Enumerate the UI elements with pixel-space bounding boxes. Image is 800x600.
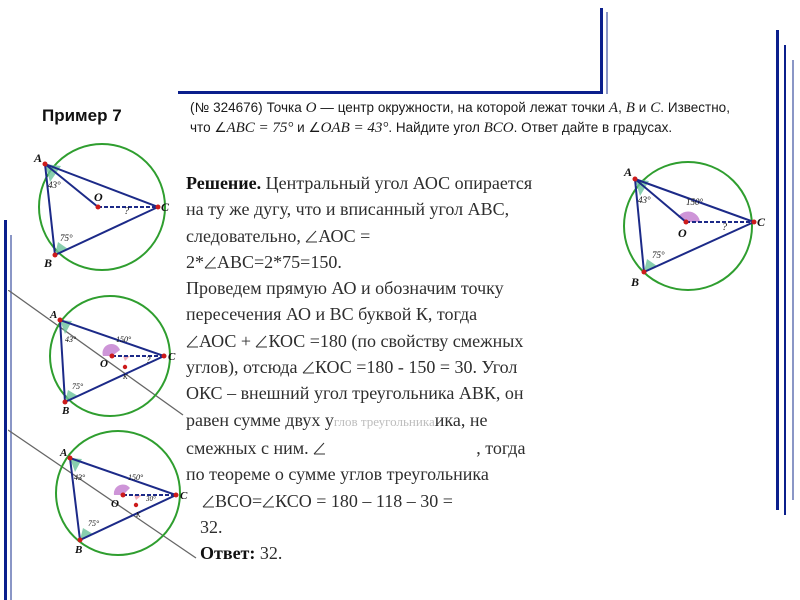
figure-1 bbox=[28, 142, 178, 272]
point bbox=[43, 162, 48, 167]
solution-line: АВС=2*75=150. bbox=[217, 251, 342, 272]
solution-line: КОС =180 (по свойству смежных bbox=[268, 330, 524, 351]
label-o: O bbox=[94, 190, 103, 204]
angle-icon bbox=[204, 255, 217, 269]
point bbox=[752, 220, 757, 225]
point bbox=[110, 354, 115, 359]
label-a: A bbox=[34, 151, 43, 165]
label-o: O bbox=[678, 226, 687, 240]
angle-icon bbox=[305, 229, 318, 243]
solution-line: ОКС – внешний угол треугольника АВК, он bbox=[186, 383, 524, 404]
solution-line: АОС + bbox=[199, 330, 251, 351]
label-b: B bbox=[631, 275, 640, 289]
solution-line: по теореме о сумме углов треугольника bbox=[186, 464, 489, 485]
problem-text: . Ответ дайте в градусах. bbox=[513, 120, 673, 135]
label-75: 75° bbox=[60, 233, 73, 243]
point bbox=[156, 205, 161, 210]
label-k: K bbox=[123, 373, 128, 381]
label-43: 43° bbox=[48, 180, 61, 190]
frame-line-right1 bbox=[776, 30, 779, 510]
point bbox=[684, 220, 689, 225]
solution-line: КСО = 180 – 118 – 30 = bbox=[275, 490, 453, 511]
solution-line: пересечения АО и ВС буквой К, тогда bbox=[186, 304, 478, 325]
angle-bco: BCO bbox=[483, 120, 514, 136]
angle-icon bbox=[255, 334, 268, 348]
problem-text: — центр окружности, на которой лежат точки bbox=[320, 100, 605, 115]
point bbox=[174, 493, 179, 498]
solution-line: , тогда bbox=[476, 437, 526, 458]
solution-line: Центральный угол АОС опирается bbox=[265, 173, 533, 193]
solution-line: следовательно, bbox=[186, 225, 301, 246]
answer-label: Ответ: bbox=[200, 543, 256, 564]
frame-line-left bbox=[4, 220, 7, 600]
solution-line: КОС =180 - 150 = 30. Угол bbox=[314, 357, 518, 378]
point-b-label: B bbox=[625, 100, 635, 116]
label-b: B bbox=[44, 256, 53, 270]
label-a: A bbox=[50, 309, 58, 321]
label-150: 150° bbox=[686, 197, 704, 207]
example-heading: Пример 7 bbox=[42, 106, 122, 125]
figure-2 bbox=[8, 290, 188, 420]
label-75: 75° bbox=[652, 250, 665, 260]
frame-line-top bbox=[600, 8, 603, 94]
label-c: C bbox=[161, 200, 170, 214]
angle-icon bbox=[302, 360, 315, 374]
label-150: 150° bbox=[128, 473, 144, 482]
problem-text: и bbox=[297, 120, 305, 135]
angle-icon: ∠ bbox=[214, 120, 227, 135]
angle-icon bbox=[202, 494, 215, 508]
label-43: 43° bbox=[65, 335, 77, 344]
point bbox=[63, 400, 68, 405]
solution-line: ВСО= bbox=[215, 490, 263, 511]
point bbox=[123, 365, 127, 369]
solution-text bbox=[186, 170, 618, 566]
problem-statement bbox=[190, 98, 730, 138]
solution-line: смежных с ним. bbox=[186, 437, 309, 458]
problem-text: (№ 324676) Точка bbox=[190, 100, 302, 115]
problem-text: . Известно, что bbox=[190, 100, 730, 135]
label-43: 43° bbox=[638, 195, 651, 205]
frame-line-right3 bbox=[792, 60, 794, 500]
angle-oab: OAB = 43° bbox=[320, 120, 389, 136]
solution-line: 32. bbox=[200, 516, 223, 537]
label-75: 75° bbox=[72, 382, 84, 391]
label-a: A bbox=[624, 165, 633, 179]
point bbox=[53, 253, 58, 258]
point-a-label: A bbox=[608, 100, 619, 116]
point bbox=[134, 503, 138, 507]
problem-text: . Найдите угол bbox=[388, 120, 480, 135]
point bbox=[96, 205, 101, 210]
point-c-label: C bbox=[650, 100, 661, 116]
point bbox=[121, 493, 126, 498]
point-o-label: O bbox=[305, 100, 317, 116]
faded-text: глов треугольника bbox=[333, 413, 435, 429]
angle-abc: ABC = 75° bbox=[226, 120, 294, 136]
angle-icon bbox=[262, 494, 275, 508]
label-o: O bbox=[100, 358, 108, 370]
label-a: A bbox=[60, 447, 68, 459]
point bbox=[162, 354, 167, 359]
angle-icon bbox=[313, 441, 326, 455]
solution-line: углов), отсюда bbox=[186, 357, 298, 378]
point bbox=[633, 177, 638, 182]
label-b: B bbox=[62, 405, 70, 417]
point bbox=[58, 318, 63, 323]
frame-line-top-shadow bbox=[606, 12, 608, 94]
point bbox=[78, 538, 83, 543]
problem-text: , bbox=[618, 100, 622, 115]
figure-4 bbox=[616, 158, 776, 298]
solution-line: АОС = bbox=[318, 225, 371, 246]
solution-line: Проведем прямую АО и обозначим точку bbox=[186, 278, 504, 299]
problem-text: и bbox=[638, 100, 647, 115]
triangle bbox=[70, 458, 176, 540]
label-c: C bbox=[757, 215, 766, 229]
label-question: ? bbox=[146, 355, 151, 365]
solution-line: ика, не bbox=[434, 409, 488, 430]
frame-line-top-h bbox=[178, 91, 602, 94]
label-question: ? bbox=[722, 222, 727, 233]
point bbox=[642, 270, 647, 275]
label-k: K bbox=[136, 511, 141, 519]
point bbox=[68, 456, 73, 461]
label-c: C bbox=[180, 490, 188, 502]
figure-3 bbox=[8, 425, 198, 560]
label-o: O bbox=[111, 498, 119, 510]
answer-value: 32. bbox=[259, 543, 283, 564]
label-75: 75° bbox=[88, 519, 100, 528]
solution-label: Решение. bbox=[186, 173, 262, 193]
solution-line: 2* bbox=[186, 251, 204, 272]
label-43: 43° bbox=[74, 473, 86, 482]
label-30: 30° bbox=[146, 495, 156, 503]
solution-line: равен сумме двух у bbox=[186, 409, 334, 430]
frame-line-right2 bbox=[784, 45, 786, 515]
label-c: C bbox=[168, 351, 176, 363]
angle-icon: ∠ bbox=[308, 120, 321, 135]
label-150: 150° bbox=[116, 335, 132, 344]
solution-line: на ту же дугу, что и вписанный угол ABC, bbox=[186, 199, 510, 220]
label-question: ? bbox=[124, 206, 129, 217]
label-b: B bbox=[75, 544, 83, 556]
